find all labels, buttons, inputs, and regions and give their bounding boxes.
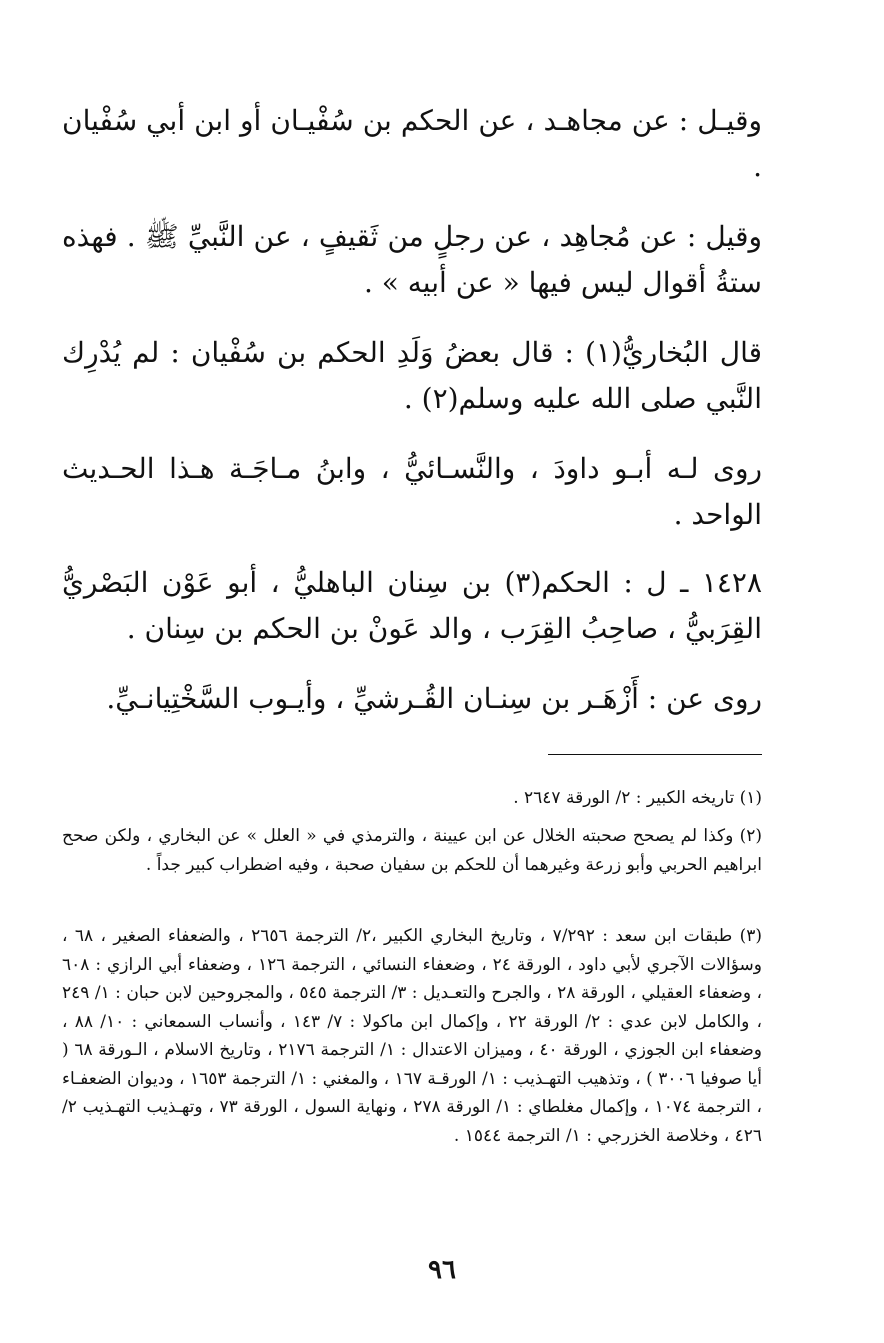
page-number: ٩٦ xyxy=(428,1255,456,1285)
paragraph-narrators: روى لـه أبـو داودَ ، والنَّسـائيُّ ، وابنُ مـاجَـة هـذا الحـديث الواحد . xyxy=(62,452,762,531)
footnote-2: (٢) وكذا لم يصحح صحبته الخلال عن ابن عيينة ، والترمذي في « العلل » عن البخاري ، ولكن صحح ابراهيم الحربي وأبو زرعة وغيرهما أن للحكم بن سفيان صحبة ، وفيه اضطراب كبير جداً . xyxy=(62,826,762,875)
paragraph-narration-mujahid-1: وقيـل : عن مجاهـد ، عن الحكم بن سُفْيـان أو ابن أبي سُفْيان . xyxy=(62,104,762,183)
paragraph-narrated-from: روى عن : أَزْهَـر بن سِنـان القُـرشيِّ ، وأيـوب السَّخْتِيانـيِّ. xyxy=(106,682,762,715)
footnote-divider xyxy=(548,754,762,755)
paragraph-narration-mujahid-2: وقيل : عن مُجاهِد ، عن رجلٍ من ثَقيفٍ ، عن النَّبيِّ ﷺ . فهذه ستةُ أقوال ليس فيها « عن أبيه » . xyxy=(62,220,762,299)
footnote-3: (٣) طبقات ابن سعد : ٧/٢٩٢ ، وتاريخ البخاري الكبير ،٢/ الترجمة ٢٦٥٦ ، والضعفاء الصغير ، ٦٨ ، وسؤالات الآجري لأبي داود ، الورقة ٢٤ ، وضعفاء النسائي ، الترجمة ١٢٦ ، وضعفاء أبي الرازي : ٦٠٨ ، وضعفاء العقيلي ، الورقة ٢٨ ، والجرح والتعـديل : ٣/ الترجمة ٥٤٥ ، والمجروحين لابن حبان : ١/ ٢٤٩ ، والكامل لابن عدي : ٢/ الورقة ٢٢ ، وإكمال ابن ماكولا : ٧/ ١٤٣ ، وأنساب السمعاني : ١٠/ ٨٨ ، وضعفاء ابن الجوزي ، الورقة ٤٠ ، وميزان الاعتدال : ١/ الترجمة ٢١٧٦ ، وتاريخ الاسلام ، الـورقة ٦٨ ( أيا صوفيا ٣٠٠٦ ) ، وتذهيب التهـذيب : ١/ الورقـة ١٦٧ ، والمغني : ١/ الترجمة ١٦٥٣ ، وديوان الضعفـاء ، الترجمة ١٠٧٤ ، وإكمال مغلطاي : ١/ الورقة ٢٧٨ ، ونهاية السول ، الورقة ٧٣ ، وتهـذيب التهـذيب ٢/ ٤٢٦ ، وخلاصة الخزرجي : ١/ الترجمة ١٥٤٤ . xyxy=(62,926,763,1146)
footnote-1: (١) تاريخه الكبير : ٢/ الورقة ٢٦٤٧ . xyxy=(513,788,762,808)
paragraph-bukhari-quote: قال البُخاريُّ(١) : قال بعضُ وَلَدِ الحكم بن سُفْيان : لم يُدْرِك النَّبي صلى الله عليه وسلم(٢) . xyxy=(62,336,763,415)
paragraph-entry-1428: ١٤٢٨ ـ ل : الحكم(٣) بن سِنان الباهليُّ ، أبو عَوْن البَصْريُّ القِرَبيُّ ، صاحِبُ القِرَب ، والد عَونْ بن الحكم بن سِنان . xyxy=(62,566,762,645)
